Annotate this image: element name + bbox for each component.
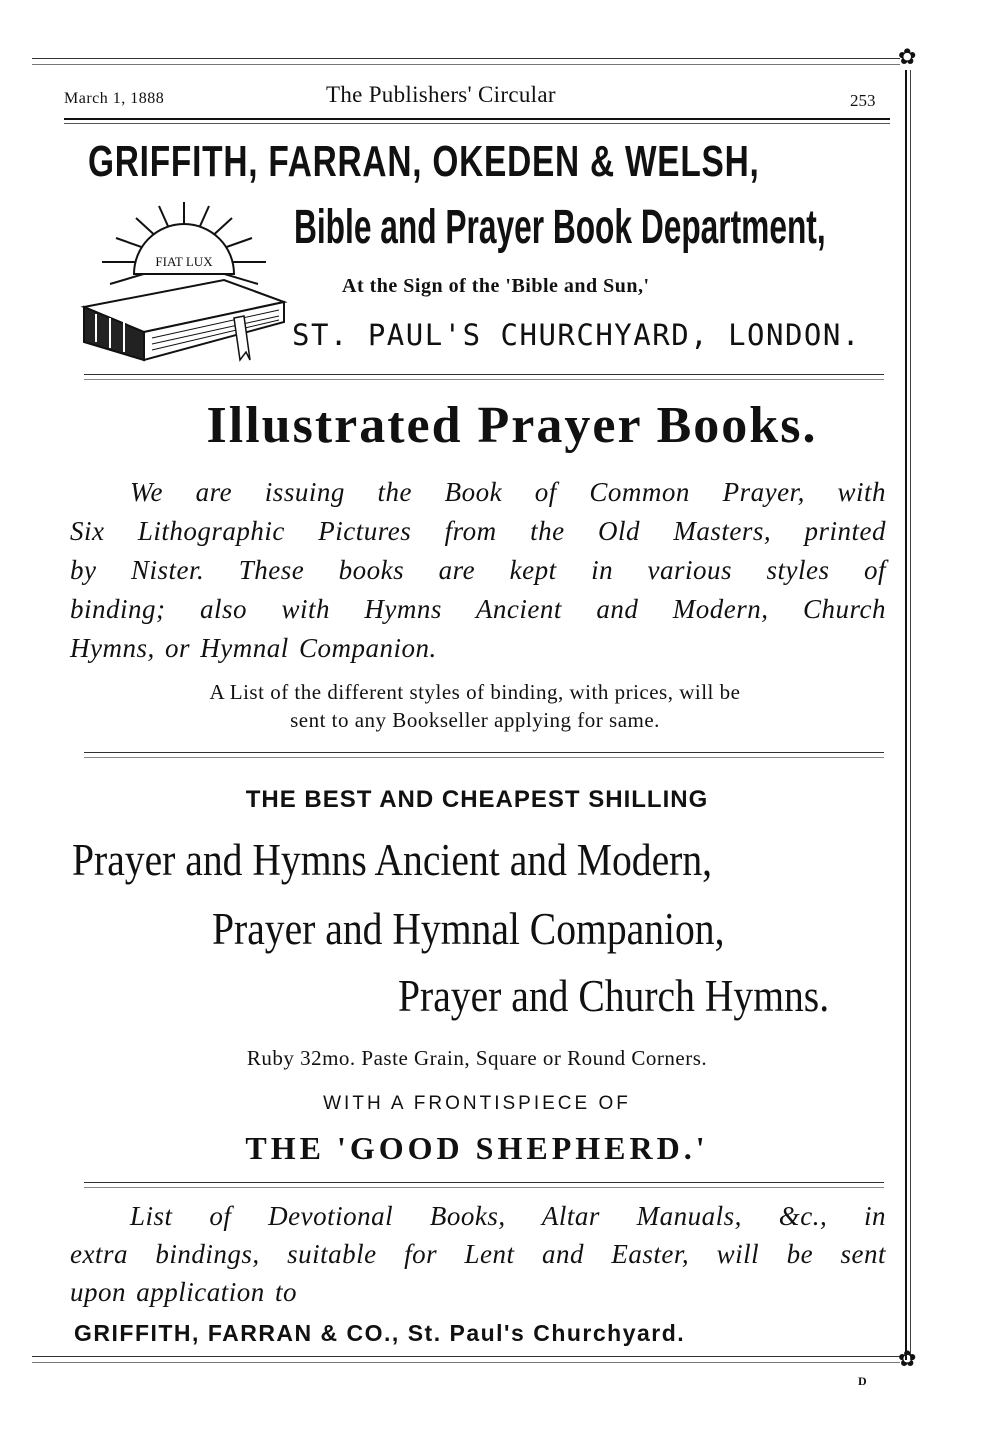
section-rule-3b: [84, 1187, 884, 1188]
illustrated-heading: Illustrated Prayer Books.: [206, 397, 818, 454]
header-date: March 1, 1888: [64, 90, 165, 107]
frontispiece-line: WITH A FRONTISPIECE OF: [323, 1093, 631, 1114]
header-page-number: 253: [850, 91, 876, 110]
logo-motto: FIAT LUX: [155, 254, 213, 269]
good-shepherd-line: THE 'GOOD SHEPHERD.': [245, 1130, 709, 1166]
sign-line: At the Sign of the 'Bible and Sun,': [342, 275, 650, 297]
illustrated-line-3: by Nister. These books are kept in various styles of: [70, 555, 886, 585]
signature-mark: D: [858, 1374, 867, 1388]
section-rule-2b: [84, 757, 884, 758]
header-rule: [64, 118, 890, 120]
illustrated-line-4: binding; also with Hymns Ancient and Modern, Church: [70, 594, 886, 624]
firm-name: GRIFFITH, FARRAN, OKEDEN & WELSH,: [88, 137, 760, 186]
address-line: ST. PAUL'S CHURCHYARD, LONDON.: [292, 318, 861, 352]
devotional-line-1: List of Devotional Books, Altar Manuals, &c., in: [130, 1201, 886, 1231]
bible-and-sun-logo: [74, 192, 294, 362]
corner-ornament-bottom-icon: ✿: [898, 1346, 917, 1371]
header-rule-thin: [64, 123, 890, 124]
shilling-heading: THE BEST AND CHEAPEST SHILLING: [245, 786, 709, 813]
shilling-line-2: Prayer and Hymnal Companion,: [212, 904, 725, 954]
header-title: The Publishers' Circular: [326, 82, 556, 107]
section-rule-1: [84, 374, 884, 375]
publisher-signature: GRIFFITH, FARRAN & CO., St. Paul's Churchyard.: [74, 1320, 686, 1346]
bottom-rule: [32, 1356, 900, 1357]
right-frame-line: [905, 70, 907, 1360]
bible-sun-icon: [74, 192, 294, 362]
bookseller-note-2: sent to any Bookseller applying for same.: [290, 708, 660, 732]
devotional-line-3: upon application to: [70, 1277, 297, 1307]
section-rule-2: [84, 752, 884, 753]
section-rule-1b: [84, 379, 884, 380]
shilling-line-1: Prayer and Hymns Ancient and Modern,: [72, 835, 713, 885]
section-rule-3: [84, 1182, 884, 1183]
illustrated-line-2: Six Lithographic Pictures from the Old Masters, printed: [70, 516, 886, 546]
bookseller-note-1: A List of the different styles of binding, with prices, will be: [209, 680, 741, 704]
illustrated-line-1: We are issuing the Book of Common Prayer, with: [130, 477, 886, 507]
format-line: Ruby 32mo. Paste Grain, Square or Round Corners.: [246, 1046, 708, 1070]
top-rule-lower: [32, 64, 900, 65]
shilling-line-3: Prayer and Church Hymns.: [398, 971, 830, 1021]
corner-ornament-top-icon: ✿: [898, 44, 917, 69]
department-title: Bible and Prayer Book Department,: [294, 201, 826, 254]
right-frame-line-inner: [910, 70, 911, 1360]
illustrated-line-5: Hymns, or Hymnal Companion.: [70, 633, 437, 663]
top-rule: [32, 58, 900, 59]
devotional-line-2: extra bindings, suitable for Lent and Easter, will be sent: [70, 1239, 886, 1269]
bottom-rule-lower: [32, 1362, 900, 1363]
